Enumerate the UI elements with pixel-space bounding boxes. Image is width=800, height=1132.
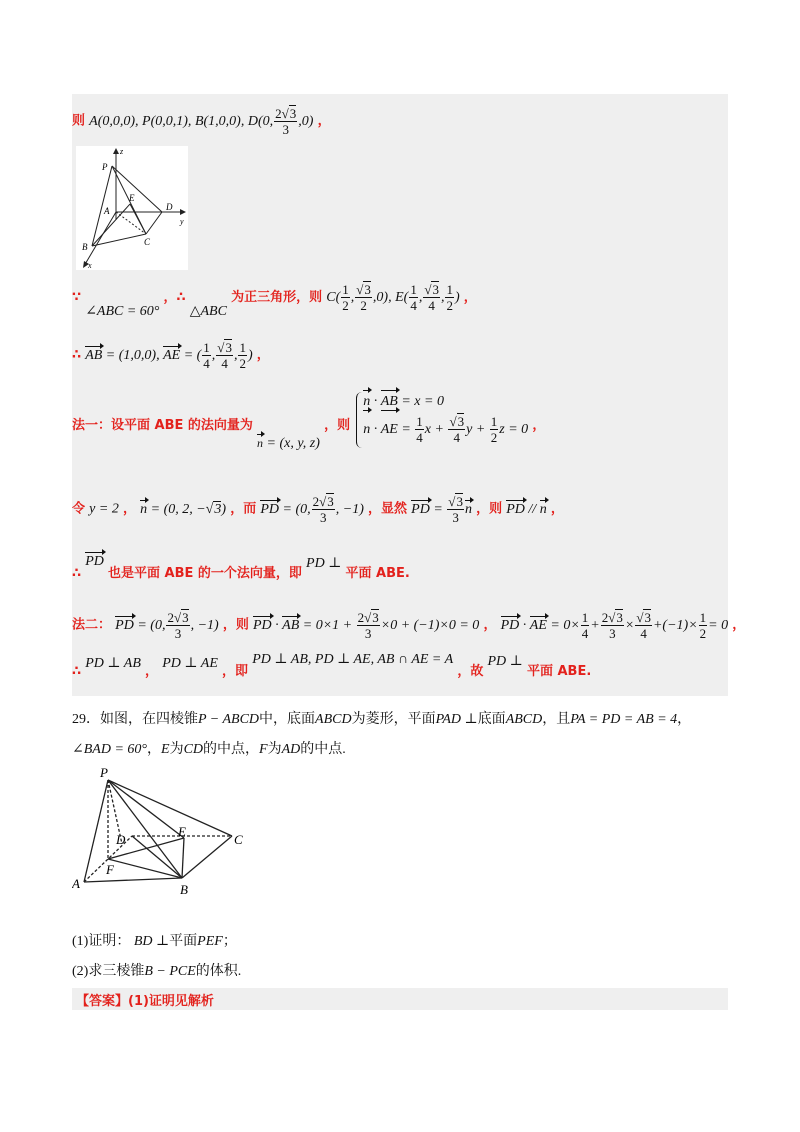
triangle-line [72,282,477,321]
coords-math: A(0,0,0), P(0,0,1), B(1,0,0), D(0, $\frac{2√3}{3}$ ,0) [89,106,314,137]
therefore-symbol: ∴ [72,566,82,581]
math-angle: ∠BAD = 60° [72,742,147,757]
then-text: ，则 [476,501,503,517]
solution-block [72,94,746,696]
pd-parallel-n: PD // n [506,501,547,517]
question-text: 的体积. [195,964,242,979]
point-label-e: E [129,193,135,203]
obviously-text: ，显然 [368,501,408,517]
problem-text: 中，底面 [259,712,316,727]
pd-perp-ae: PD ⊥ AE [162,656,218,671]
point-label-p: P [102,162,108,172]
comma: ， [483,617,497,633]
math-plane-pad: PAD ⊥ [435,712,478,727]
pd-perp: PD ⊥ [306,556,342,571]
therefore-symbol: ∴ [72,664,82,679]
text-ze: 则 [72,113,86,129]
math-bd-perp: BD ⊥ [133,934,170,949]
point-label-b: B [180,882,188,897]
point-label-e: E [178,824,186,839]
math-base: ABCD [505,712,543,727]
dot-product-ab: PD · AB = 0×1 + $\frac{2√3}{3}$ ×0 + (−1)×0 = 0 [252,610,480,641]
problem-29-line-1 [72,708,691,728]
pyramid-diagram [76,146,188,270]
point-label-a: A [72,876,80,891]
math-pyramid-bpce: B − PCE [144,964,196,979]
normal-conclusion-line [72,554,410,582]
pd-perp-ab: PD ⊥ AB [85,656,141,671]
plane-abe-text: 平面 ABE. [526,664,592,679]
namely-text: ，即 [222,664,249,679]
y-equals-2: y = 2 [89,501,119,517]
and-text: ，而 [230,501,257,517]
answer-text: 【答案】(1)证明见解析 [76,994,214,1009]
question-text: (1)证明： [72,934,131,949]
figure-pyramid-pabcd [72,764,252,898]
figure-coordinate-pyramid [76,146,188,270]
angle-abc: ∠ABC = 60° [85,303,160,319]
comma: ， [122,501,136,517]
axis-label-z: z [120,147,124,156]
ce-coords: C( $\frac{1}{2}$ , $\frac{√3}{2}$ ,0), E( $\frac{1}{4}$ , $\frac{√3}{4}$ , $\frac{1}{2}$ ) [326,282,460,313]
point-label-a: A [104,206,110,216]
hence-text: ，故 [457,664,484,679]
normal-text: 也是平面 ABE 的一个法向量，即 [108,566,302,581]
equation-1: n · AB = x = 0 [363,392,528,412]
question-1 [72,930,237,950]
question-text: 平面 [169,934,198,949]
math-lengths: PA = PD = AB = 4 [570,712,678,727]
coords-line [72,106,331,137]
vectors-line [72,340,270,371]
problem-text: 底面 [477,712,506,727]
math-e: E [161,742,170,757]
triangle-abc: △ABC [189,303,227,319]
math-pyramid: P − ABCD [198,712,260,727]
equation-system [356,392,528,448]
let-text: 令 [72,501,86,517]
comma: ， [532,418,546,433]
pyramid-diagram-2 [72,764,252,898]
comma: ， [732,617,746,633]
combined-conditions: PD ⊥ AB, PD ⊥ AE, AB ∩ AE = A [252,652,454,667]
because-symbol: ∵ [72,289,82,305]
problem-text: ， [147,742,161,757]
method-one-label: 法一：设平面 ABE 的法向量为 [72,418,253,433]
comma: ， [550,501,564,517]
plane-abe-text: 平面 ABE. [345,566,410,581]
n-value: n = (0, 2, −√3) [140,501,227,517]
comma: ， [256,347,270,363]
problem-text: 为 [267,742,282,757]
vector-ab-ae: AB = (1,0,0), AE = ( $\frac{1}{4}$ , $\frac{√3}{4}$ , $\frac{1}{2}$ ) [85,340,253,371]
question-text: ； [222,934,237,949]
math-base: ABCD [315,712,352,727]
method-two-line [72,610,745,641]
pd-value-2: PD = (0, $\frac{2√3}{3}$ , −1) [115,610,219,641]
therefore-symbol: ∴ [72,347,82,363]
math-ad: AD [281,742,301,757]
math-f: F [259,742,268,757]
method-one-line [72,392,546,451]
problem-text: ， [677,712,692,727]
question-2 [72,960,241,980]
point-label-f: F [106,862,114,877]
pd-value: PD = (0, $\frac{2√3}{3}$ , −1) [260,494,364,525]
problem-number: 29． [72,712,100,727]
math-pef: PEF [197,934,223,949]
final-conclusion-line [72,652,592,680]
point-label-b: B [82,242,88,252]
math-cd: CD [183,742,204,757]
therefore-sep: ，∴ [163,289,186,305]
let-y-line [72,494,564,525]
axis-label-y: y [180,217,184,226]
answer-bar [72,988,728,1010]
problem-text: ，且 [542,712,571,727]
point-label-c: C [234,832,243,847]
point-label-p: P [100,765,108,780]
problem-text: 的中点. [300,742,346,757]
equilateral-text: 为正三角形，则 [231,289,323,305]
equation-2: n · AE = $\frac{1}{4}$ x + $\frac{√3}{4}$ y + $\frac{1}{2}$ z = 0 [363,412,528,448]
question-text: (2)求三棱锥 [72,964,145,979]
point-label-c: C [144,237,151,247]
comma: ， [317,113,331,129]
problem-text: 的中点， [203,742,260,757]
problem-text: 如图，在四棱锥 [100,712,198,727]
pd-perp-final: PD ⊥ [487,654,523,669]
problem-29-line-2 [72,738,346,758]
pd-multiple-n: PD = $\frac{√3}{3}$ n [411,494,472,525]
comma: ， [463,289,477,305]
point-label-d: D [166,202,173,212]
problem-text: 为菱形，平面 [351,712,436,727]
point-label-d: D [116,832,126,847]
comma: ， [145,664,159,679]
problem-text: 为 [169,742,184,757]
dot-product-ae: PD · AE = 0× $\frac{1}{4}$ + $\frac{2√3}{3}$ × $\frac{√3}{4}$ +(−1)× $\frac{1}{2}$ = 0 [500,610,729,641]
then-text: ，则 [324,418,351,433]
normal-vector-n: n = (x, y, z) [257,436,320,451]
vector-pd: PD [85,554,104,569]
then-text: ，则 [222,617,249,633]
axis-label-x: x [88,261,92,270]
method-two-label: 法二： [72,617,112,633]
